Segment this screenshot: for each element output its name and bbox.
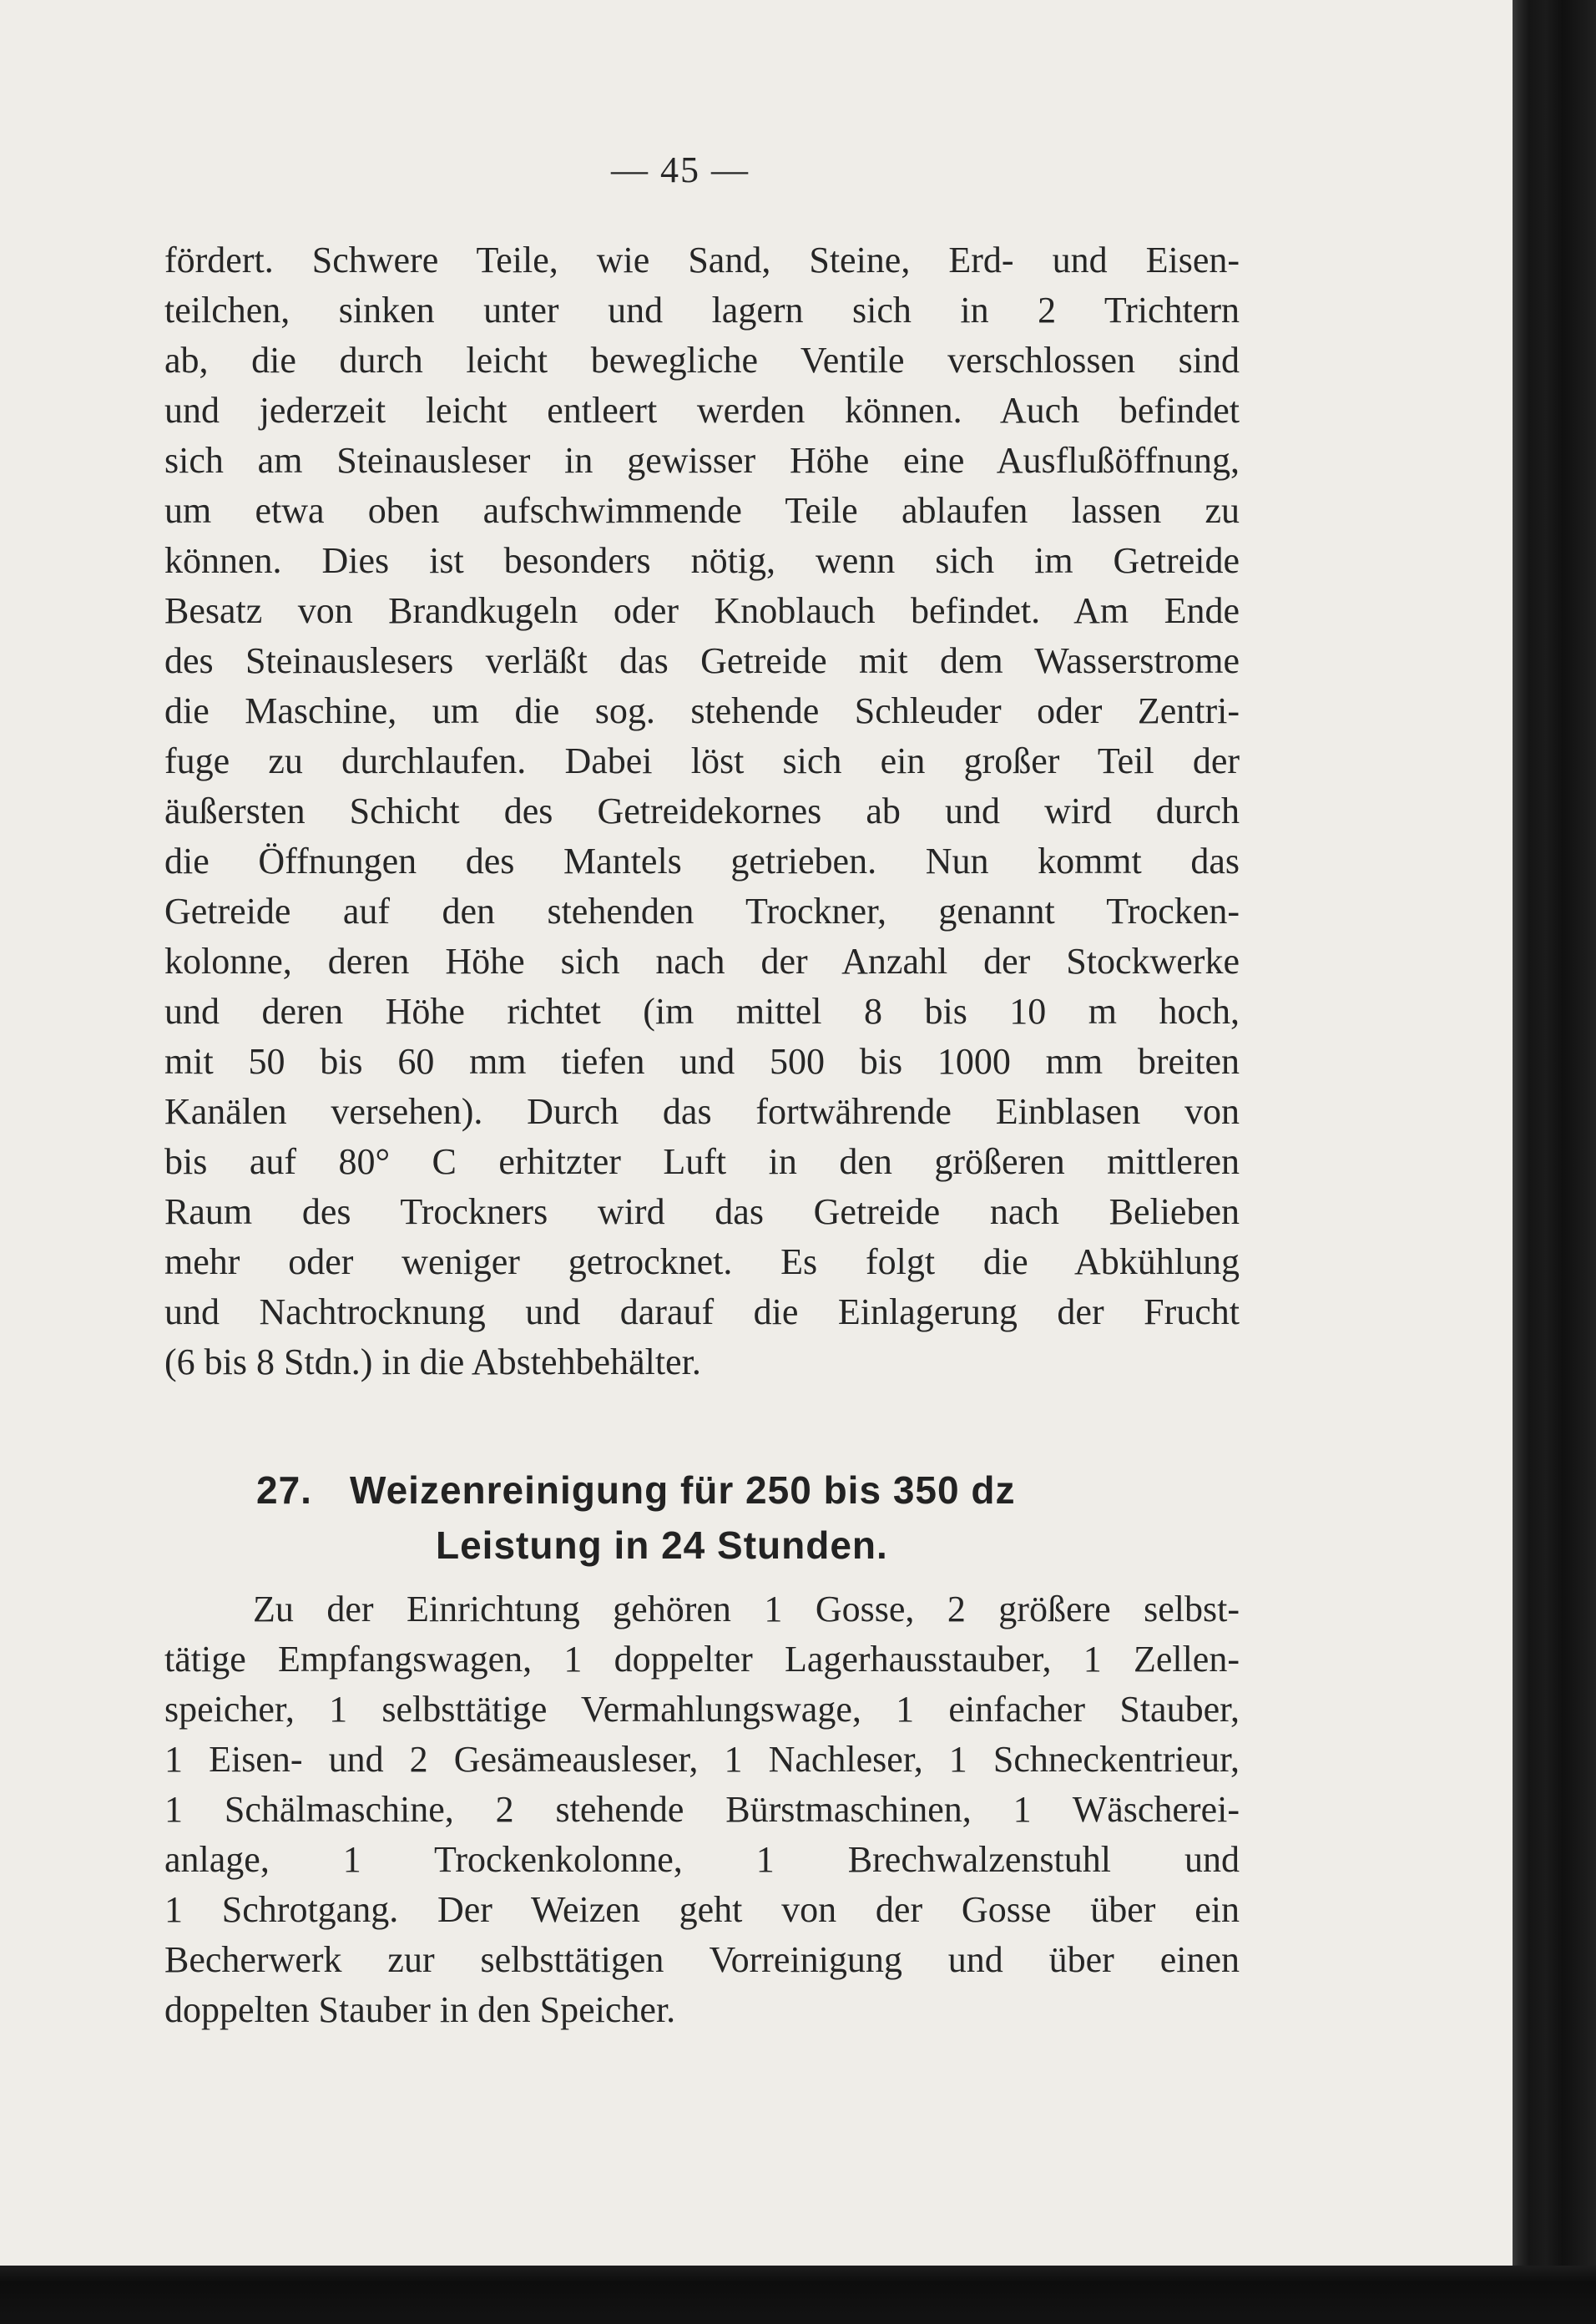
page-number: — 45 — — [611, 149, 750, 190]
text-line: Zu der Einrichtung gehören 1 Gosse, 2 größere selbst- — [253, 1589, 1240, 1629]
section-number: 27. — [256, 1468, 312, 1512]
text-line: Besatz von Brandkugeln oder Knoblauch befindet. Am Ende — [164, 590, 1240, 631]
text-line: ab, die durch leicht bewegliche Ventile verschlossen sind — [164, 340, 1240, 381]
text-line: (6 bis 8 Stdn.) in die Abstehbehälter. — [164, 1341, 701, 1382]
text-line: fuge zu durchlaufen. Dabei löst sich ein großer Teil der — [164, 740, 1240, 781]
text-line: tätige Empfangswagen, 1 doppelter Lagerhausstauber, 1 Zellen- — [164, 1639, 1240, 1680]
text-line: Raum des Trockners wird das Getreide nach Belieben — [164, 1191, 1240, 1232]
text-line: die Maschine, um die sog. stehende Schleuder oder Zentri- — [164, 690, 1240, 731]
text-line: Getreide auf den stehenden Trockner, genannt Trocken- — [164, 891, 1240, 932]
text-line: die Öffnungen des Mantels getrieben. Nun kommt das — [164, 841, 1240, 882]
book-spine-shadow — [1513, 0, 1596, 2324]
text-line: sich am Steinausleser in gewisser Höhe eine Ausflußöffnung, — [164, 440, 1240, 481]
section-title-line-2: Leistung in 24 Stunden. — [436, 1523, 888, 1567]
text-line: 1 Schälmaschine, 2 stehende Bürstmaschinen, 1 Wäscherei- — [164, 1789, 1240, 1830]
text-line: 1 Schrotgang. Der Weizen geht von der Gosse über ein — [164, 1889, 1240, 1930]
text-line: anlage, 1 Trockenkolonne, 1 Brechwalzenstuhl und — [164, 1839, 1240, 1880]
text-line: und deren Höhe richtet (im mittel 8 bis 10 m hoch, — [164, 991, 1240, 1032]
text-line: kolonne, deren Höhe sich nach der Anzahl der Stockwerke — [164, 941, 1240, 982]
text-line: 1 Eisen- und 2 Gesämeausleser, 1 Nachleser, 1 Schneckentrieur, — [164, 1739, 1240, 1780]
text-line: mehr oder weniger getrocknet. Es folgt die Abkühlung — [164, 1241, 1240, 1282]
scan-bottom-edge — [0, 2266, 1596, 2324]
section-heading-line-1 — [164, 1463, 1240, 1518]
section-title-line-1: Weizenreinigung für 250 bis 350 dz — [350, 1468, 1016, 1512]
text-line: bis auf 80° C erhitzter Luft in den größeren mittleren — [164, 1141, 1240, 1182]
text-line: können. Dies ist besonders nötig, wenn sich im Getreide — [164, 540, 1240, 581]
text-line: Becherwerk zur selbsttätigen Vorreinigung und über einen — [164, 1939, 1240, 1980]
text-line: fördert. Schwere Teile, wie Sand, Steine, Erd- und Eisen- — [164, 240, 1240, 280]
paragraph-1 — [164, 235, 1240, 1387]
text-line: des Steinauslesers verläßt das Getreide mit dem Wasserstrome — [164, 640, 1240, 681]
text-line: mit 50 bis 60 mm tiefen und 500 bis 1000 mm breiten — [164, 1041, 1240, 1082]
text-line: und jederzeit leicht entleert werden können. Auch befindet — [164, 390, 1240, 431]
text-line: Kanälen versehen). Durch das fortwährende Einblasen von — [164, 1091, 1240, 1132]
section-heading — [164, 1463, 1240, 1573]
text-line: speicher, 1 selbsttätige Vermahlungswage, 1 einfacher Stauber, — [164, 1689, 1240, 1730]
text-line: teilchen, sinken unter und lagern sich in 2 Trichtern — [164, 290, 1240, 331]
text-line: und Nachtrocknung und darauf die Einlagerung der Frucht — [164, 1291, 1240, 1332]
text-line: äußersten Schicht des Getreidekornes ab und wird durch — [164, 791, 1240, 831]
text-line: doppelten Stauber in den Speicher. — [164, 1989, 676, 2030]
text-line: um etwa oben aufschwimmende Teile ablaufen lassen zu — [164, 490, 1240, 531]
paragraph-2 — [164, 1584, 1240, 2035]
